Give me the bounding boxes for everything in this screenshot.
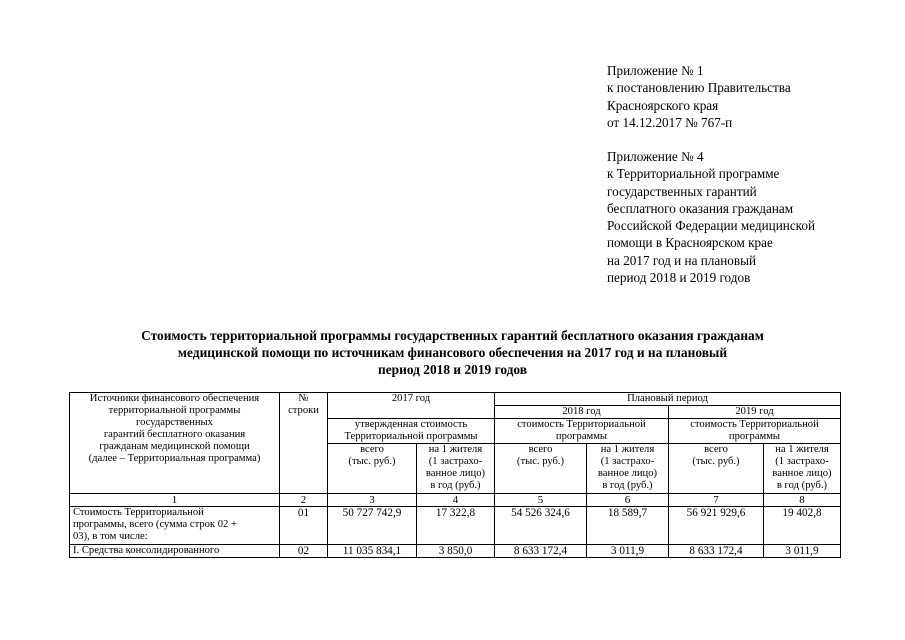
- header-total-2018: всего (тыс. руб.): [495, 444, 587, 494]
- header-per-capita-2017: на 1 жителя (1 застрахо- ванное лицо) в год (руб.): [417, 444, 495, 494]
- column-number: 7: [669, 494, 764, 507]
- cell-2019-per-capita: 3 011,9: [764, 545, 841, 558]
- cell-2018-per-capita: 18 589,7: [587, 507, 669, 545]
- header-year-2019: 2019 год: [669, 406, 841, 419]
- appendix-1-line: Приложение № 1: [607, 63, 704, 78]
- header-per-capita-2019: на 1 жителя (1 застрахо- ванное лицо) в год (руб.): [764, 444, 841, 494]
- cell-2018-total: 54 526 324,6: [495, 507, 587, 545]
- header-year-2017: 2017 год: [328, 393, 495, 419]
- header-sources: Источники финансового обеспечения территориальной программы государственных гарантий бесплатного оказания гражданам медицинской помощи (далее – Территориальная программа): [70, 393, 280, 494]
- row-name: I. Средства консолидированного: [70, 545, 280, 558]
- header-cost-2019: стоимость Территориальной программы: [669, 419, 841, 444]
- header-approved-cost: утвержденная стоимость Территориальной программы: [328, 419, 495, 444]
- header-per-capita-2018: на 1 жителя (1 застрахо- ванное лицо) в год (руб.): [587, 444, 669, 494]
- table-row: [70, 507, 841, 545]
- cell-2017-per-capita: 17 322,8: [417, 507, 495, 545]
- header-total-2017: всего (тыс. руб.): [328, 444, 417, 494]
- appendix-4-line: бесплатного оказания гражданам: [607, 200, 794, 216]
- table-row: [70, 545, 841, 558]
- title-line: медицинской помощи по источникам финансового обеспечения на 2017 год и на плановый: [177, 345, 728, 360]
- appendix-4-line: государственных гарантий: [607, 183, 757, 199]
- cell-2017-total: 11 035 834,1: [328, 545, 417, 558]
- appendix-1-line: от 14.12.2017 № 767-п: [607, 114, 733, 130]
- appendix-4-line: Приложение № 4: [607, 149, 704, 164]
- header-cost-2018: стоимость Территориальной программы: [495, 419, 669, 444]
- title-line: Стоимость территориальной программы государственных гарантий бесплатного оказания гражданам: [141, 328, 764, 343]
- title-line: период 2018 и 2019 годов: [378, 362, 527, 377]
- appendix-4-line: помощи в Красноярском крае: [607, 235, 773, 251]
- cell-2019-per-capita: 19 402,8: [764, 507, 841, 545]
- cell-2019-total: 56 921 929,6: [669, 507, 764, 545]
- row-number: 02: [280, 545, 328, 558]
- column-numbers-row: [70, 494, 841, 507]
- cell-2018-total: 8 633 172,4: [495, 545, 587, 558]
- financing-table: [69, 392, 841, 558]
- column-number: 2: [280, 494, 328, 507]
- appendix-4-line: на 2017 год и на плановый: [607, 252, 757, 268]
- row-name: Стоимость Территориальной программы, всего (сумма строк 02 + 03), в том числе:: [70, 507, 280, 545]
- row-number: 01: [280, 507, 328, 545]
- appendix-1-block: [607, 62, 887, 131]
- header-row-number: № строки: [280, 393, 328, 494]
- cell-2017-per-capita: 3 850,0: [417, 545, 495, 558]
- column-number: 6: [587, 494, 669, 507]
- header-total-2019: всего (тыс. руб.): [669, 444, 764, 494]
- document-title: [60, 327, 845, 378]
- appendix-4-block: [607, 148, 887, 286]
- appendix-4-line: период 2018 и 2019 годов: [607, 270, 751, 286]
- column-number: 8: [764, 494, 841, 507]
- appendix-1-line: Красноярского края: [607, 97, 719, 113]
- appendix-4-line: к Территориальной программе: [607, 166, 780, 182]
- column-number: 3: [328, 494, 417, 507]
- header-planned-period: Плановый период: [495, 393, 841, 406]
- cell-2019-total: 8 633 172,4: [669, 545, 764, 558]
- header-year-2018: 2018 год: [495, 406, 669, 419]
- appendix-1-line: к постановлению Правительства: [607, 80, 791, 96]
- column-number: 4: [417, 494, 495, 507]
- column-number: 1: [70, 494, 280, 507]
- column-number: 5: [495, 494, 587, 507]
- appendix-4-line: Российской Федерации медицинской: [607, 218, 816, 234]
- cell-2017-total: 50 727 742,9: [328, 507, 417, 545]
- cell-2018-per-capita: 3 011,9: [587, 545, 669, 558]
